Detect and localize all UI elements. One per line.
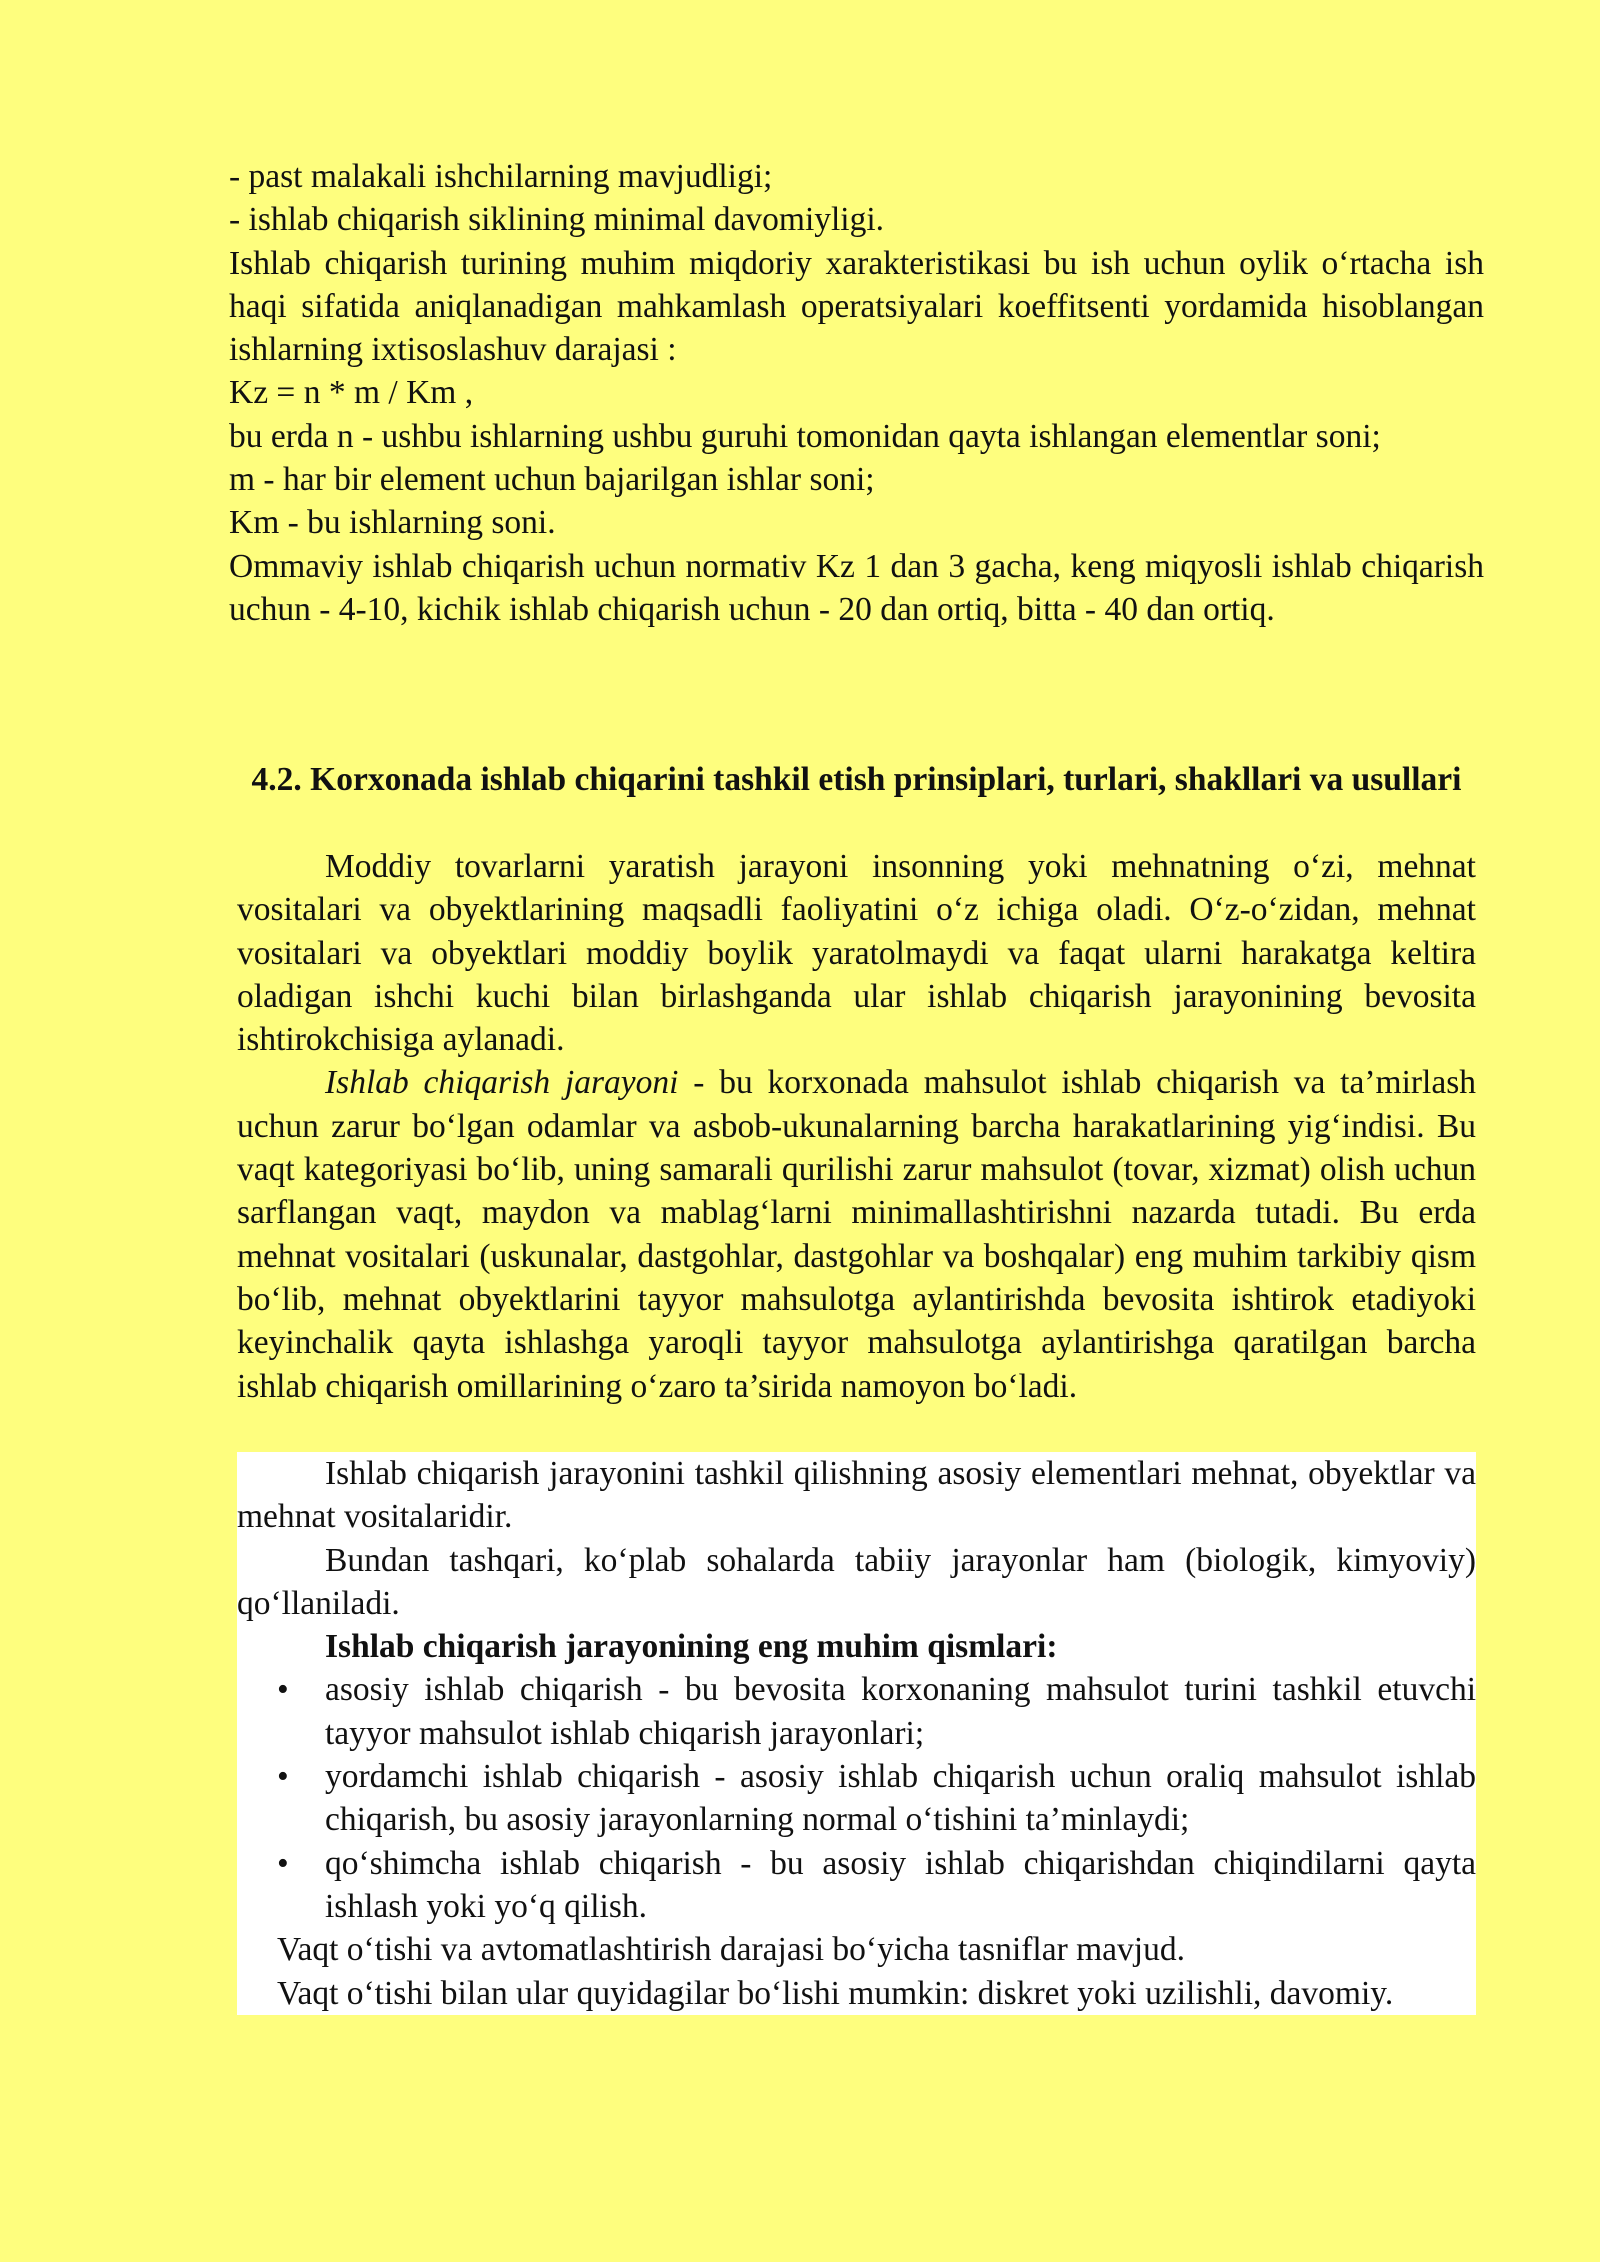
section-paragraph-1: Moddiy tovarlarni yaratish jarayoni insonning yoki mehnatning o‘zi, mehnat vositalari va obyektlarining maqsadli faoliyatini o‘z ichiga oladi. O‘z-o‘zidan, mehnat vositalari va obyektlari moddiy boylik yaratolmaydi va faqat ularni harakatga keltira oladigan ishchi kuchi bilan birlashganda ular ishlab chiqarish jarayonining bevosita ishtirokchisiga aylanadi. <box>237 848 1476 1059</box>
bullet-icon: • <box>277 1758 289 1796</box>
section-paragraph-4: Bundan tashqari, ko‘plab sohalarda tabiiy jarayonlar ham (biologik, kimyoviy) qo‘llaniladi. <box>237 1541 1476 1622</box>
section-body <box>237 845 1476 1408</box>
list-item <box>237 1842 1476 1929</box>
list-item-text: yordamchi ishlab chiqarish - asosiy ishlab chiqarish uchun oraliq mahsulot ishlab chiqarish, bu asosiy jarayonlarning normal o‘tishini ta’minlaydi; <box>325 1758 1476 1839</box>
list-item <box>237 1755 1476 1842</box>
section-paragraph-2-text: - bu korxonada mahsulot ishlab chiqarish va ta’mirlash uchun zarur bo‘lgan odamlar va asbob-ukunalarning barcha harakatlarining yig‘indisi. Bu vaqt kategoriyasi bo‘lib, uning samarali qurilishi zarur mahsulot (tovar, xizmat) olish uchun sarflangan vaqt, maydon va mablag‘larni minimallashtirishni nazarda tutadi. Bu erda mehnat vositalari (uskunalar, dastgohlar, dastgohlar va boshqalar) eng muhim tarkibiy qism bo‘lib, mehnat obyektlarini tayyor mahsulotga aylantirishda bevosita ishtirok etadiyoki keyinchalik qayta ishlashga yaroqli tayyor mahsulotga aylantirishga qaratilgan barcha ishlab chiqarish omillarining o‘zaro ta’sirida namoyon bo‘ladi. <box>237 1064 1476 1405</box>
section-paragraph-3: Ishlab chiqarish jarayonini tashkil qilishning asosiy elementlari mehnat, obyektlar va mehnat vositalaridir. <box>237 1455 1476 1536</box>
highlighted-section <box>237 1452 1476 2015</box>
specialization-paragraph: Ishlab chiqarish turining muhim miqdoriy xarakteristikasi bu ish uchun oylik o‘rtacha ish haqi sifatida aniqlanadigan mahkamlash operatsiyalari koeffitsenti yordamida hisoblangan ishlarning ixtisoslashuv darajasi : <box>229 244 1484 369</box>
criteria-line-2: - ishlab chiqarish siklining minimal davomiyligi. <box>229 201 885 239</box>
list-item-text: asosiy ishlab chiqarish - bu bevosita korxonaning mahsulot turini tashkil etuvchi tayyor mahsulot ishlab chiqarish jarayonlari; <box>325 1671 1476 1752</box>
definition-m: m - har bir element uchun bajarilgan ishlar soni; <box>229 461 875 499</box>
definition-km: Km - bu ishlarning soni. <box>229 504 556 542</box>
section-heading-block <box>237 758 1476 801</box>
formula: Kz = n * m / Km , <box>229 374 474 412</box>
list-item-text: qo‘shimcha ishlab chiqarish - bu asosiy ishlab chiqarishdan chiqindilarni qayta ishlash yoki yo‘q qilish. <box>325 1844 1476 1925</box>
norms-paragraph: Ommaviy ishlab chiqarish uchun normativ Kz 1 dan 3 gacha, keng miqyosli ishlab chiqarish uchun - 4-10, kichik ishlab chiqarish uchun - 20 dan ortiq, bitta - 40 dan ortiq. <box>229 547 1484 628</box>
bullet-icon: • <box>277 1671 289 1709</box>
criteria-line-1: - past malakali ishchilarning mavjudligi; <box>229 158 773 195</box>
top-section <box>229 155 1484 631</box>
section-paragraph-6: Vaqt o‘tishi bilan ular quyidagilar bo‘lishi mumkin: diskret yoki uzilishli, davomiy. <box>277 1974 1394 2012</box>
bullet-icon: • <box>277 1844 289 1882</box>
section-heading: 4.2. Korxonada ishlab chiqarini tashkil etish prinsiplari, turlari, shakllari va usullari <box>251 761 1462 798</box>
list-heading: Ishlab chiqarish jarayonining eng muhim qismlari: <box>325 1628 1058 1666</box>
section-paragraph-2 <box>237 1061 1476 1407</box>
definition-n: bu erda n - ushbu ishlarning ushbu guruhi tomonidan qayta ishlangan elementlar soni; <box>229 417 1381 455</box>
section-paragraph-5: Vaqt o‘tishi va avtomatlashtirish darajasi bo‘yicha tasniflar mavjud. <box>277 1931 1185 1969</box>
list-item <box>237 1668 1476 1755</box>
term-production-process: Ishlab chiqarish jarayoni <box>325 1064 679 1102</box>
process-parts-list <box>237 1668 1476 1928</box>
